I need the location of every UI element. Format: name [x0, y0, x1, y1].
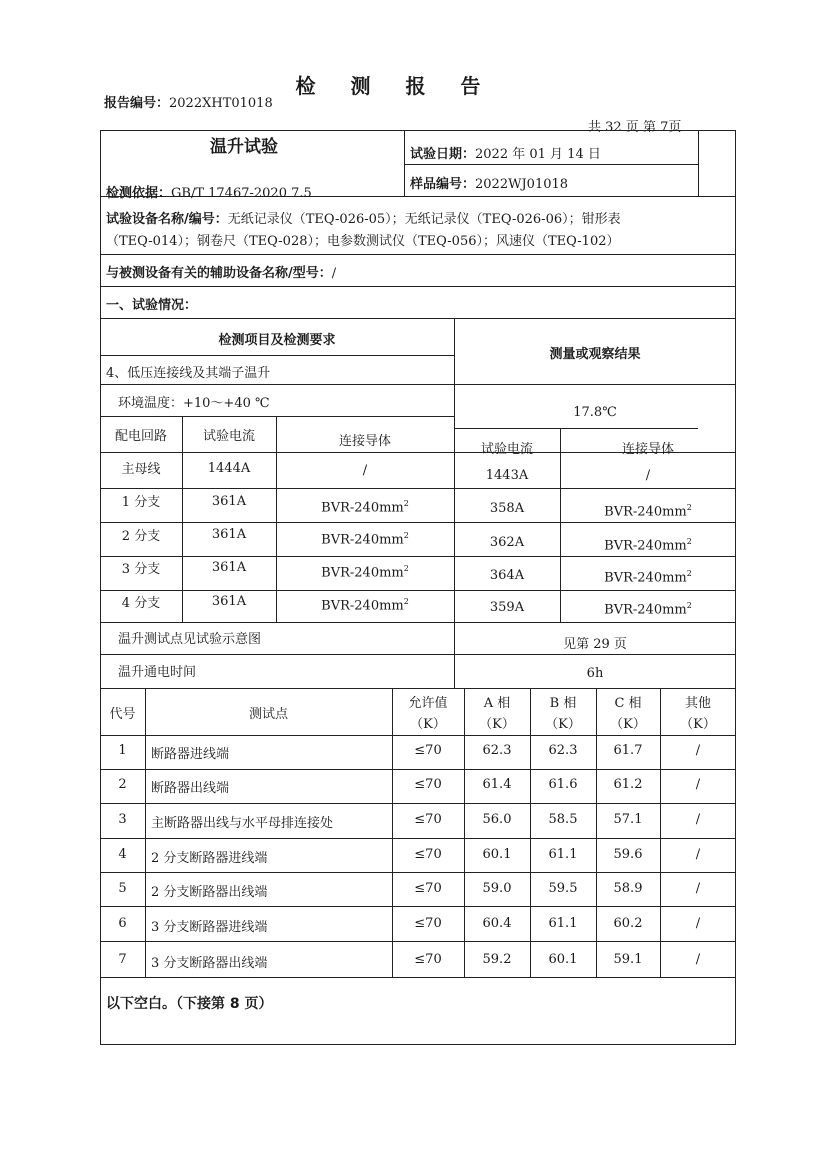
test-basis — [106, 182, 312, 201]
phase-a-value: 60.4 — [482, 916, 512, 931]
req-conductor — [276, 499, 454, 515]
meas-conductor — [560, 601, 736, 617]
point-name: 3 分支断路器出线端 — [151, 956, 268, 971]
allow-unit: （K） — [410, 717, 446, 732]
ambient-result: 17.8℃ — [573, 405, 617, 420]
rule — [100, 654, 736, 655]
phase-a-value: 61.4 — [482, 777, 512, 792]
diagram-value: 见第 29 页 — [563, 637, 627, 652]
phase-a-value: 56.0 — [482, 812, 512, 827]
meas-conductor: / — [645, 468, 651, 483]
diagram-label: 温升测试点见试验示意图 — [118, 632, 262, 647]
phase-b-value: 60.1 — [548, 952, 578, 967]
point-code: 7 — [118, 952, 127, 967]
conductor-spec: BVR-240mm — [604, 504, 687, 520]
meas-current-header: 试验电流 — [480, 442, 533, 457]
point-name: 3 分支断路器进线端 — [151, 920, 268, 935]
meas-current: 1443A — [485, 468, 529, 483]
test-basis-value: GB/T 17467-2020 7.5 — [171, 186, 312, 201]
allow-value: ≤70 — [414, 916, 442, 931]
allow-value: ≤70 — [414, 847, 442, 862]
req-conductor: / — [362, 463, 368, 478]
meas-current: 359A — [489, 600, 525, 615]
superscript: 2 — [403, 499, 409, 508]
req-current: 361A — [211, 594, 247, 609]
rule — [100, 769, 736, 770]
phase-b-header: B 相 — [549, 696, 577, 711]
time-label: 温升通电时间 — [118, 665, 197, 680]
circuit-name: 4 分支 — [121, 596, 161, 611]
meas-conductor — [560, 569, 736, 585]
time-value: 6h — [586, 666, 604, 681]
phase-b-value: 61.1 — [548, 847, 578, 862]
conductor-spec: BVR-240mm — [604, 602, 687, 618]
phase-b-value: 58.5 — [548, 812, 578, 827]
other-value: / — [695, 881, 701, 896]
test-basis-label: 检测依据： — [106, 186, 172, 201]
allow-value: ≤70 — [414, 952, 442, 967]
rule — [100, 522, 736, 523]
phase-c-unit: （K） — [610, 717, 646, 732]
item-title: 4、低压连接线及其端子温升 — [106, 366, 271, 381]
other-value: / — [695, 812, 701, 827]
rule — [100, 286, 736, 287]
equipment-line-1 — [106, 208, 621, 227]
phase-a-value: 59.0 — [482, 881, 512, 896]
circuit-header: 配电回路 — [114, 429, 167, 444]
other-value: / — [695, 952, 701, 967]
rule — [100, 906, 736, 907]
req-current: 361A — [211, 494, 247, 509]
phase-c-value: 61.2 — [613, 777, 643, 792]
rule — [100, 688, 736, 689]
phase-b-value: 61.6 — [548, 777, 578, 792]
rule — [100, 872, 736, 873]
req-current: 361A — [211, 527, 247, 542]
meas-conductor-header: 连接导体 — [621, 442, 674, 457]
rule — [100, 355, 454, 356]
phase-b-value: 62.3 — [548, 743, 578, 758]
sample-number — [410, 173, 568, 192]
req-conductor — [276, 597, 454, 613]
req-current: 361A — [211, 560, 247, 575]
req-current-header: 试验电流 — [202, 429, 255, 444]
req-conductor — [276, 531, 454, 547]
point-name: 断路器进线端 — [151, 747, 230, 762]
test-title: 温升试验 — [210, 137, 278, 157]
conductor-spec: BVR-240mm — [604, 570, 687, 586]
report-number-label: 报告编号： — [104, 96, 170, 111]
superscript: 2 — [686, 569, 692, 578]
point-name: 主断路器出线与水平母排连接处 — [151, 816, 334, 831]
meas-current: 362A — [489, 535, 525, 550]
phase-a-header: A 相 — [483, 696, 511, 711]
phase-c-value: 60.2 — [613, 916, 643, 931]
phase-c-value: 59.1 — [613, 952, 643, 967]
page-info: 共 32 页 第 7页 — [588, 120, 682, 135]
point-header: 测试点 — [248, 707, 288, 722]
superscript: 2 — [403, 597, 409, 606]
allow-value: ≤70 — [414, 743, 442, 758]
rule — [454, 428, 698, 429]
rule — [100, 941, 736, 942]
point-name: 2 分支断路器出线端 — [151, 885, 268, 900]
document-title: 检 测 报 告 — [295, 74, 495, 98]
meas-current: 364A — [489, 568, 525, 583]
conductor-spec: BVR-240mm — [321, 532, 404, 548]
rule — [698, 130, 699, 196]
circuit-name: 主母线 — [121, 462, 161, 477]
phase-c-value: 58.9 — [613, 881, 643, 896]
rule — [100, 254, 736, 255]
phase-a-value: 62.3 — [482, 743, 512, 758]
meas-conductor — [560, 537, 736, 553]
rule — [100, 735, 736, 736]
equipment-label: 试验设备名称/编号： — [106, 212, 228, 227]
aux-equipment — [106, 262, 336, 281]
req-conductor-header: 连接导体 — [338, 434, 391, 449]
point-code: 1 — [118, 743, 127, 758]
phase-b-unit: （K） — [545, 717, 581, 732]
rule — [145, 688, 146, 977]
rule — [100, 622, 736, 623]
allow-value: ≤70 — [414, 777, 442, 792]
aux-equipment-value: / — [331, 266, 337, 281]
sample-number-value: 2022WJ01018 — [475, 177, 569, 192]
superscript: 2 — [686, 601, 692, 610]
other-value: / — [695, 847, 701, 862]
phase-c-header: C 相 — [614, 696, 642, 711]
conductor-spec: BVR-240mm — [321, 598, 404, 614]
phase-a-value: 60.1 — [482, 847, 512, 862]
report-number — [104, 92, 273, 111]
ambient-requirement: 环境温度：+10～+40 ℃ — [118, 396, 270, 411]
conductor-spec: BVR-240mm — [321, 565, 404, 581]
rule — [100, 488, 736, 489]
other-unit: （K） — [680, 717, 716, 732]
section-title: 一、试验情况： — [106, 298, 198, 313]
results-header: 测量或观察结果 — [549, 347, 641, 362]
point-code: 2 — [118, 777, 127, 792]
equipment-value-1: 无纸记录仪（TEQ-026-05）；无纸记录仪（TEQ-026-06）；钳形表 — [227, 212, 621, 227]
allow-header: 允许值 — [408, 696, 448, 711]
rule — [100, 318, 736, 319]
phase-a-unit: （K） — [479, 717, 515, 732]
rule — [100, 803, 736, 804]
phase-b-value: 59.5 — [548, 881, 578, 896]
phase-b-value: 61.1 — [548, 916, 578, 931]
phase-c-value: 57.1 — [613, 812, 643, 827]
req-conductor — [276, 564, 454, 580]
phase-a-value: 59.2 — [482, 952, 512, 967]
code-header: 代号 — [109, 707, 136, 722]
equipment-line-2: （TEQ-014）；钢卷尺（TEQ-028）；电参数测试仪（TEQ-056）；风速仪（TEQ-102） — [106, 234, 620, 249]
point-code: 6 — [118, 916, 127, 931]
sample-number-label: 样品编号： — [410, 177, 476, 192]
meas-conductor — [560, 503, 736, 519]
superscript: 2 — [686, 503, 692, 512]
rule — [100, 416, 454, 417]
point-name: 2 分支断路器进线端 — [151, 851, 268, 866]
rule — [100, 977, 736, 978]
rule — [100, 590, 736, 591]
rule — [100, 838, 736, 839]
requirements-header: 检测项目及检测要求 — [218, 333, 336, 348]
allow-value: ≤70 — [414, 881, 442, 896]
point-code: 3 — [118, 812, 127, 827]
rule — [404, 164, 698, 165]
point-code: 4 — [118, 847, 127, 862]
test-date-value: 2022 年 01 月 14 日 — [475, 147, 601, 162]
circuit-name: 3 分支 — [121, 562, 161, 577]
phase-c-value: 59.6 — [613, 847, 643, 862]
rule — [100, 556, 736, 557]
aux-equipment-label: 与被测设备有关的辅助设备名称/型号： — [106, 266, 332, 281]
circuit-name: 1 分支 — [121, 495, 161, 510]
circuit-name: 2 分支 — [121, 529, 161, 544]
footer-note: 以下空白。（下接第 8 页） — [106, 996, 273, 1012]
meas-current: 358A — [489, 501, 525, 516]
test-date — [410, 143, 601, 162]
req-current: 1444A — [207, 461, 251, 476]
other-value: / — [695, 743, 701, 758]
rule — [560, 428, 561, 622]
other-value: / — [695, 777, 701, 792]
allow-value: ≤70 — [414, 812, 442, 827]
superscript: 2 — [686, 537, 692, 546]
point-name: 断路器出线端 — [151, 781, 230, 796]
other-header: 其他 — [684, 696, 711, 711]
phase-c-value: 61.7 — [613, 743, 643, 758]
superscript: 2 — [403, 531, 409, 540]
test-date-label: 试验日期： — [410, 147, 476, 162]
rule — [404, 130, 405, 196]
rule — [182, 416, 183, 622]
superscript: 2 — [403, 564, 409, 573]
report-number-value: 2022XHT01018 — [169, 96, 273, 111]
other-value: / — [695, 916, 701, 931]
conductor-spec: BVR-240mm — [604, 538, 687, 554]
point-code: 5 — [118, 881, 127, 896]
rule — [100, 384, 736, 385]
conductor-spec: BVR-240mm — [321, 500, 404, 516]
